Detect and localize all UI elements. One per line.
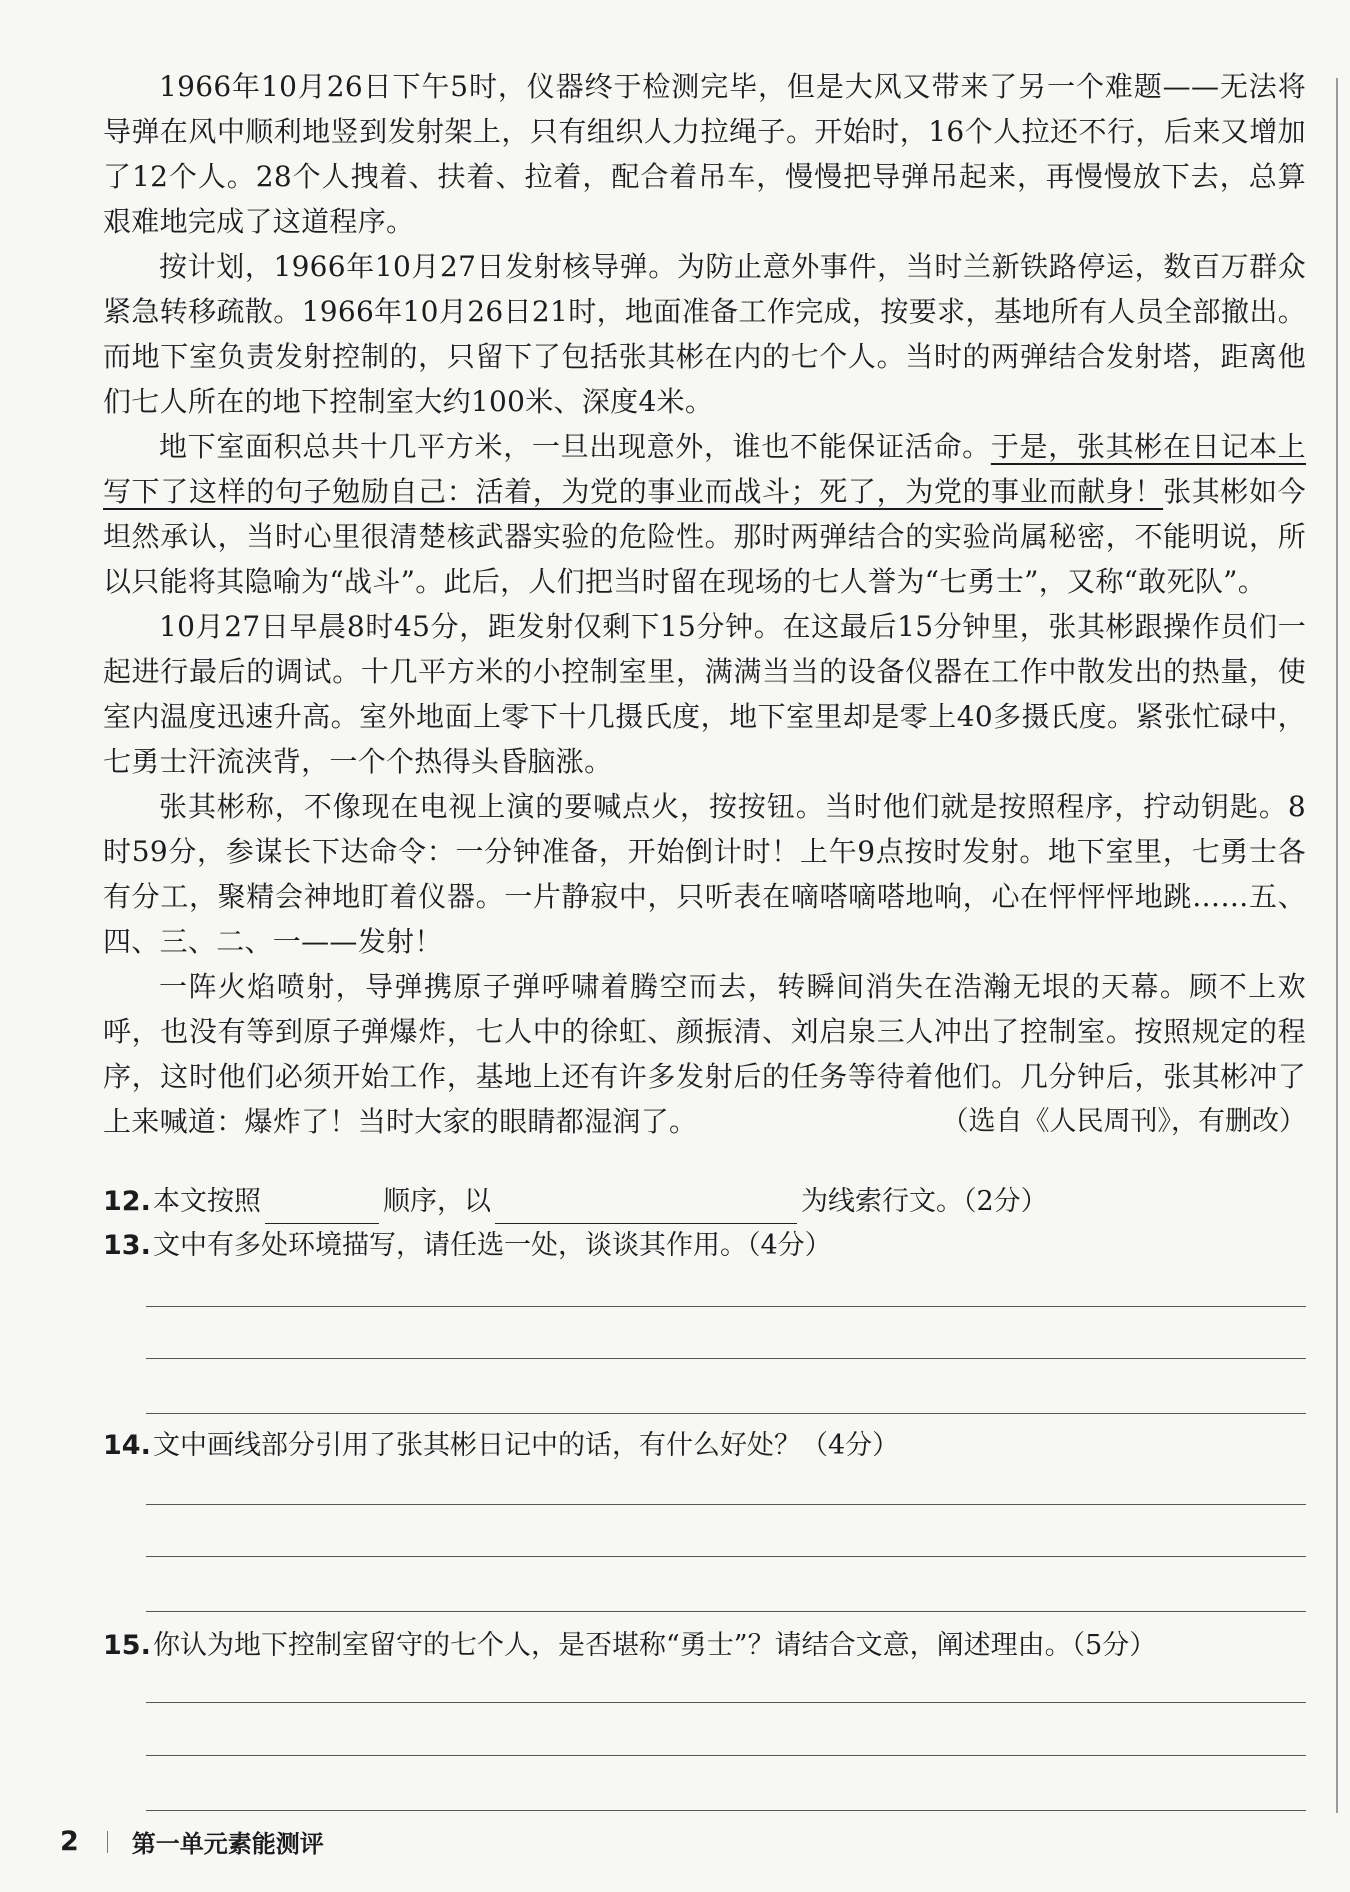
question-12 — [103, 1180, 1306, 1224]
answer-line-15-2[interactable] — [146, 1755, 1306, 1757]
answer-line-14-1[interactable] — [146, 1504, 1306, 1506]
unit-title: 第一单元素能测评 — [131, 1830, 324, 1858]
answer-blank-clue[interactable] — [495, 1193, 797, 1224]
answer-line-14-3[interactable] — [146, 1611, 1306, 1613]
question-number: 15. — [103, 1630, 151, 1661]
paragraph-1: 1966年10月26日下午5时，仪器终于检测完毕，但是大风又带来了另一个难题——无法将导弹在风中顺利地竖到发射架上，只有组织人力拉绳子。开始时，16个人拉还不行，后来又增加了12个人。28个人拽着、扶着、拉着，配合着吊车，慢慢把导弹吊起来，再慢慢放下去，总算艰难地完成了这道程序。 — [103, 70, 1306, 238]
answer-line-15-3[interactable] — [146, 1810, 1306, 1812]
question-15 — [103, 1624, 1306, 1668]
question-14 — [103, 1424, 1306, 1468]
paragraph-6: 一阵火焰喷射，导弹携原子弹呼啸着腾空而去，转瞬间消失在浩瀚无垠的天幕。顾不上欢呼，也没有等到原子弹爆炸，七人中的徐虹、颜振清、刘启泉三人冲出了控制室。按照规定的程序，这时他们必须开始工作，基地上还有许多发射后的任务等待着他们。几分钟后，张其彬冲了上来喊道：爆炸了！当时大家的眼睛都湿润了。 — [103, 970, 1306, 1138]
question-number: 12. — [103, 1186, 151, 1217]
question-number: 13. — [103, 1230, 151, 1261]
question-number: 14. — [103, 1430, 151, 1461]
question-text: 本文按照 — [153, 1186, 261, 1217]
answer-line-15-1[interactable] — [146, 1702, 1306, 1704]
answer-line-13-2[interactable] — [146, 1358, 1306, 1360]
paragraph-3 — [103, 424, 1306, 604]
reading-passage — [103, 64, 1306, 1144]
margin-rule — [1336, 78, 1338, 1813]
page-footer — [60, 1824, 324, 1859]
page-number: 2 — [60, 1826, 79, 1857]
answer-line-14-2[interactable] — [146, 1556, 1306, 1558]
paragraph-2: 按计划，1966年10月27日发射核导弹。为防止意外事件，当时兰新铁路停运，数百万群众紧急转移疏散。1966年10月26日21时，地面准备工作完成，按要求，基地所有人员全部撤出。而地下室负责发射控制的，只留下了包括张其彬在内的七个人。当时的两弹结合发射塔，距离他们七人所在的地下控制室大约100米、深度4米。 — [103, 250, 1306, 418]
question-text: 为线索行文。（2分） — [801, 1186, 1048, 1217]
question-list — [103, 1180, 1306, 1268]
paragraph-5: 张其彬称，不像现在电视上演的要喊点火，按按钮。当时他们就是按照程序，拧动钥匙。8时59分，参谋长下达命令：一分钟准备，开始倒计时！上午9点按时发射。地下室里，七勇士各有分工，聚精会神地盯着仪器。一片静寂中，只听表在嘀嗒嘀嗒地响，心在怦怦怦地跳……五、四、三、二、一——发射！ — [103, 790, 1306, 958]
question-text: 文中有多处环境描写，请任选一处，谈谈其作用。（4分） — [153, 1230, 832, 1261]
question-list-3 — [103, 1624, 1306, 1668]
answer-blank-order[interactable] — [265, 1193, 379, 1224]
source-citation: （选自《人民周刊》，有删改） — [941, 1106, 1306, 1137]
paragraph-3-rest: 张其彬如今坦然承认，当时心里很清楚核武器实验的危险性。那时两弹结合的实验尚属秘密，不能明说，所以只能将其隐喻为“战斗”。此后，人们把当时留在现场的七人誉为“七勇士”，又称“敢死队”。 — [103, 475, 1306, 598]
answer-line-13-3[interactable] — [146, 1413, 1306, 1415]
question-13 — [103, 1224, 1306, 1268]
question-text: 文中画线部分引用了张其彬日记中的话，有什么好处？（4分） — [153, 1430, 900, 1461]
question-list-2 — [103, 1424, 1306, 1468]
answer-line-13-1[interactable] — [146, 1306, 1306, 1308]
footer-divider — [107, 1831, 108, 1853]
underlined-diary-quote: 于是，张其彬在日记本上写下了这样的句子勉励自己：活着，为党的事业而战斗；死了，为党的事业而献身！ — [103, 430, 1306, 508]
question-text: 你认为地下控制室留守的七个人，是否堪称“勇士”？请结合文意，阐述理由。（5分） — [153, 1630, 1157, 1661]
paragraph-3-intro: 地下室面积总共十几平方米，一旦出现意外，谁也不能保证活命。 — [159, 430, 991, 463]
question-text: 顺序，以 — [383, 1186, 491, 1217]
paragraph-4: 10月27日早晨8时45分，距发射仅剩下15分钟。在这最后15分钟里，张其彬跟操作员们一起进行最后的调试。十几平方米的小控制室里，满满当当的设备仪器在工作中散发出的热量，使室内温度迅速升高。室外地面上零下十几摄氏度，地下室里却是零上40多摄氏度。紧张忙碌中，七勇士汗流浃背，一个个热得头昏脑涨。 — [103, 610, 1306, 778]
